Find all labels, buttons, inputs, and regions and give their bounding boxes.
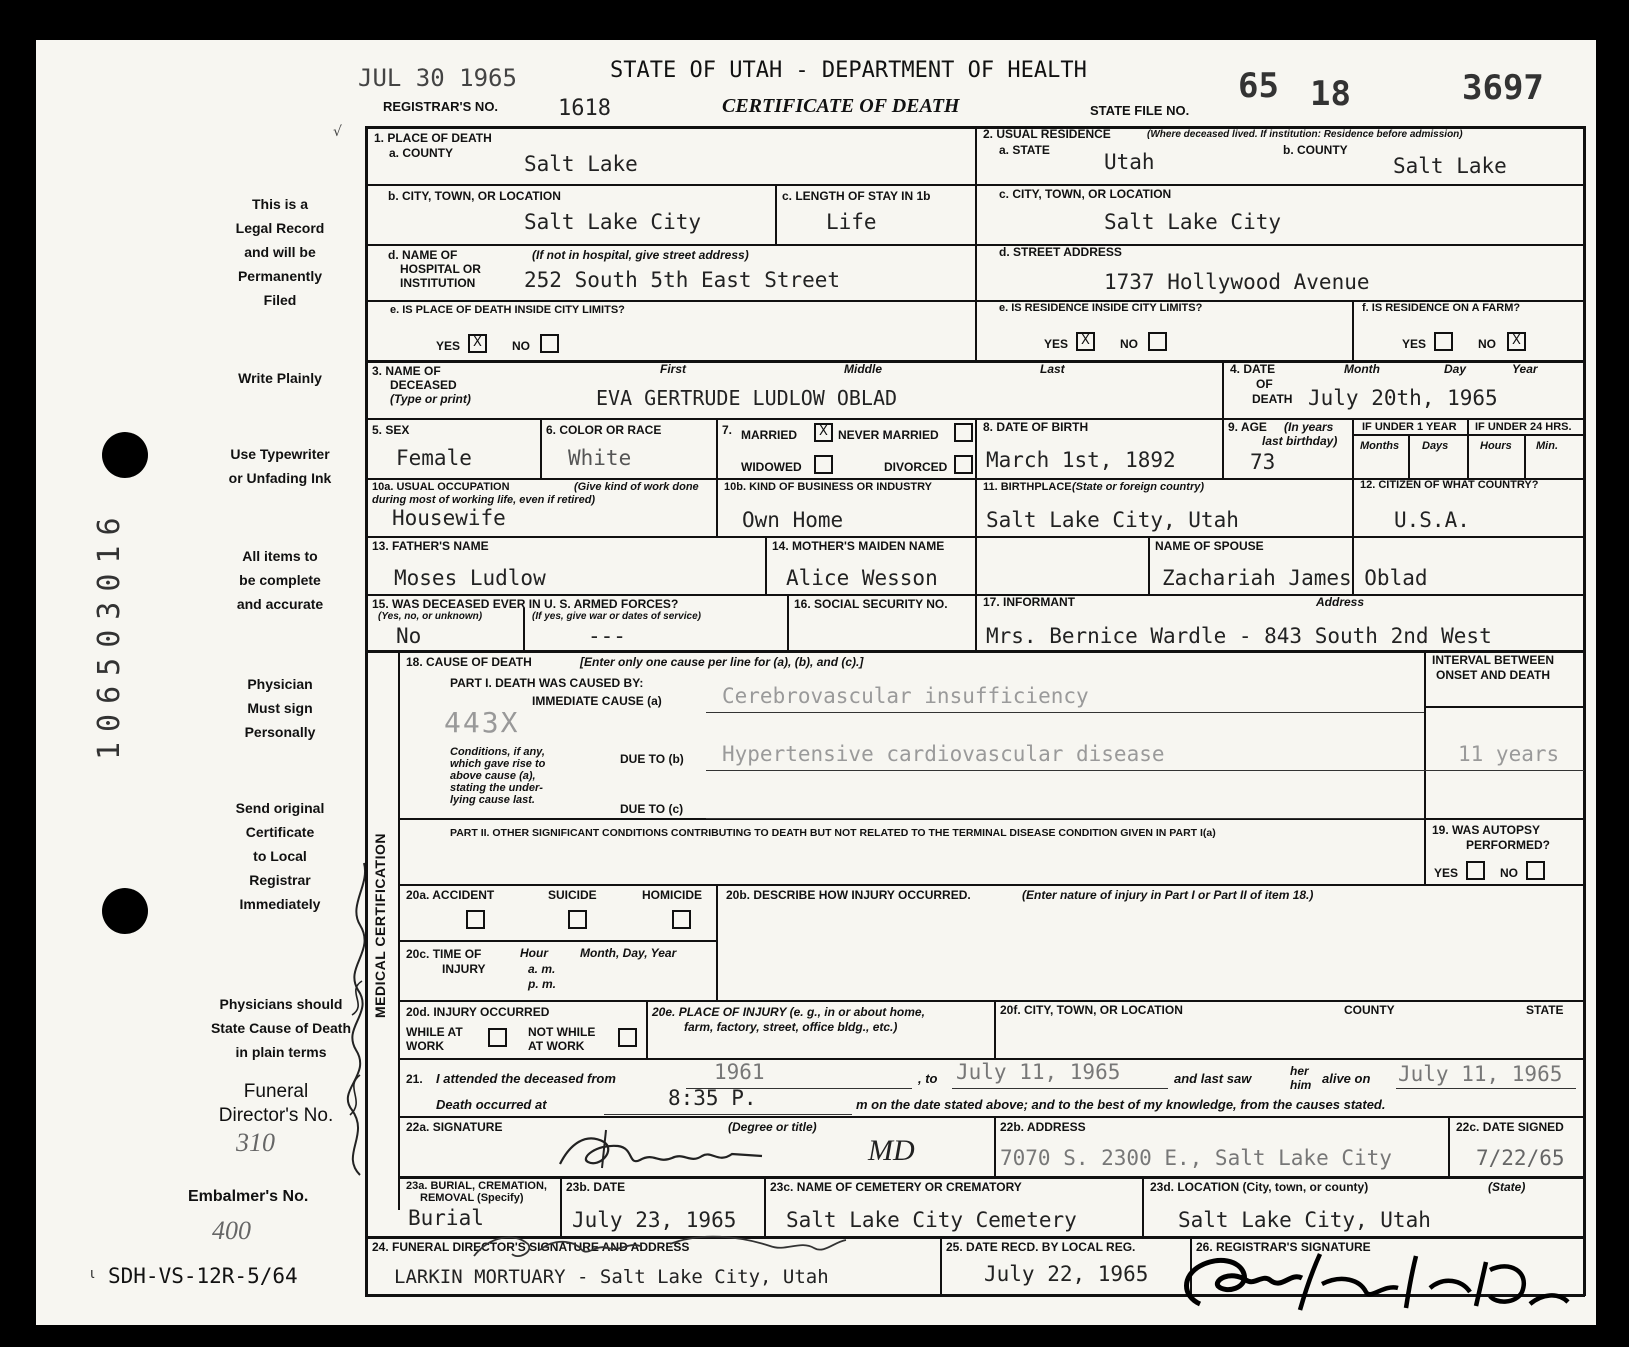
cause-conditions-note: [450, 746, 545, 806]
label-part1: PART I. DEATH WAS CAUSED BY:: [450, 676, 644, 690]
label-place-2: farm, factory, street, office bldg., etc.): [684, 1020, 898, 1034]
label-cause: 18. CAUSE OF DEATH: [406, 655, 532, 669]
label-stay: c. LENGTH OF STAY IN 1b: [782, 189, 931, 203]
physician-address-value: 7070 S. 2300 E., Salt Lake City: [1000, 1146, 1392, 1170]
sidebar-text-line: and accurate: [236, 596, 324, 612]
while-at-work-checkbox[interactable]: [488, 1028, 507, 1047]
physician-degree: MD: [868, 1134, 915, 1167]
sidebar-text-line: be complete: [239, 572, 321, 588]
label-occ-note-1: (Give kind of work done: [574, 481, 699, 493]
label-residence: 2. USUAL RESIDENCE: [983, 127, 1111, 141]
sidebar-physician-note: [190, 672, 370, 744]
label-informant-address: Address: [1316, 595, 1365, 609]
not-while-at-work-checkbox[interactable]: [618, 1028, 637, 1047]
form-id-tick: ι: [90, 1266, 95, 1282]
label-ssn: 16. SOCIAL SECURITY NO.: [794, 597, 948, 611]
label-days: Days: [1422, 440, 1449, 452]
place-yes-label: YES: [436, 339, 461, 353]
punch-hole-bottom: [102, 888, 148, 934]
place-inside-yes-checkbox[interactable]: X: [468, 334, 487, 353]
date-recd-value: July 22, 1965: [984, 1262, 1149, 1286]
autopsy-no-checkbox[interactable]: [1526, 861, 1545, 880]
label-name-2: DECEASED: [390, 378, 457, 392]
label-min: Min.: [1536, 440, 1558, 452]
sidebar-text-line: Must sign: [247, 700, 313, 716]
funeral-director-signature: [470, 1226, 870, 1270]
label-married: MARRIED: [741, 428, 797, 442]
state-file-code: 18: [1310, 74, 1351, 114]
sidebar-text-line: Filed: [263, 292, 297, 308]
sidebar-text-line: State Cause of Death: [210, 1020, 352, 1036]
label-21: 21.: [406, 1072, 423, 1086]
attended-from-value: 1961: [714, 1060, 765, 1084]
due-b-value: Hypertensive cardiovascular disease: [722, 742, 1165, 766]
label-due-c: DUE TO (c): [620, 802, 684, 816]
label-time-1: 20c. TIME OF: [406, 947, 482, 961]
burial-location-value: Salt Lake City, Utah: [1178, 1208, 1431, 1232]
label-m-statement: m on the date stated above; and to the best of my knowledge, from the causes stated.: [856, 1097, 1386, 1112]
married-checkbox[interactable]: X: [814, 423, 833, 442]
sidebar-text-line: Personally: [244, 724, 316, 740]
label-hour: Hour: [520, 946, 548, 960]
label-forces-note-2: (If yes, give war or dates of service): [532, 611, 701, 622]
label-last: Last: [1040, 362, 1065, 376]
label-pm: p. m.: [528, 977, 557, 991]
label-date-signed: 22c. DATE SIGNED: [1456, 1120, 1564, 1134]
label-cause-note: [Enter only one cause per line for (a), (b), and (c).]: [580, 655, 864, 669]
label-date-2: OF: [1256, 377, 1273, 391]
business-value: Own Home: [742, 508, 844, 532]
label-street: d. STREET ADDRESS: [999, 245, 1122, 259]
label-interval-1: INTERVAL BETWEEN: [1432, 653, 1555, 667]
divorced-checkbox[interactable]: [954, 455, 973, 474]
label-accident: 20a. ACCIDENT: [406, 888, 495, 902]
label-under-year: IF UNDER 1 YEAR: [1362, 421, 1457, 433]
date-of-death-value: July 20th, 1965: [1308, 386, 1498, 410]
label-autopsy-1: 19. WAS AUTOPSY: [1432, 823, 1541, 837]
label-date-recd: 25. DATE RECD. BY LOCAL REG.: [946, 1240, 1136, 1254]
label-while-2: WORK: [406, 1039, 444, 1053]
label-res-inside: e. IS RESIDENCE INSIDE CITY LIMITS?: [999, 302, 1203, 314]
state-file-label: STATE FILE NO.: [1090, 103, 1190, 118]
attended-to-value: July 11, 1965: [956, 1060, 1121, 1084]
label-sex: 5. SEX: [372, 423, 410, 437]
sidebar-text-line: Certificate: [245, 824, 315, 840]
label-day: Day: [1444, 362, 1467, 376]
father-value: Moses Ludlow: [394, 566, 546, 590]
label-months: Months: [1360, 440, 1400, 452]
label-inside-city: e. IS PLACE OF DEATH INSIDE CITY LIMITS?: [390, 304, 625, 316]
place-city-value: Salt Lake City: [524, 210, 702, 234]
label-under-day: IF UNDER 24 HRS.: [1475, 421, 1572, 433]
label-physician-address: 22b. ADDRESS: [1000, 1120, 1086, 1134]
age-value: 73: [1250, 450, 1276, 474]
label-residence-note: (Where deceased lived. If institution: Residence before admission): [1147, 129, 1463, 140]
res-yes-label: YES: [1044, 337, 1069, 351]
label-res-county: b. COUNTY: [1283, 143, 1348, 157]
medical-certification-vertical-label: MEDICAL CERTIFICATION: [372, 833, 388, 1018]
label-res-state: a. STATE: [999, 143, 1050, 157]
label-suicide: SUICIDE: [548, 888, 597, 902]
birth-date-value: March 1st, 1892: [986, 448, 1176, 472]
label-hospital-1: d. NAME OF: [388, 248, 458, 262]
death-time-value: 8:35 P.: [668, 1086, 757, 1110]
race-value: White: [568, 446, 632, 470]
label-cemetery: 23c. NAME OF CEMETERY OR CREMATORY: [770, 1180, 1022, 1194]
sidebar-text-line: All items to: [242, 548, 318, 564]
residence-state-value: Utah: [1104, 150, 1155, 174]
label-signature: 22a. SIGNATURE: [406, 1120, 503, 1134]
state-file-year: 65: [1238, 66, 1279, 106]
label-injury-occurred: 20d. INJURY OCCURRED: [406, 1005, 550, 1019]
cause-note-line: Conditions, if any,: [450, 746, 545, 758]
label-injury-county: COUNTY: [1344, 1003, 1395, 1017]
sidebar-text-line: or Unfading Ink: [228, 470, 332, 486]
autopsy-yes-checkbox[interactable]: [1466, 861, 1485, 880]
registrar-signature: [1170, 1244, 1590, 1314]
label-race: 6. COLOR OR RACE: [546, 423, 662, 437]
state-dept-title: STATE OF UTAH - DEPARTMENT OF HEALTH: [610, 58, 1087, 83]
label-homicide: HOMICIDE: [642, 888, 702, 902]
spouse-value: Zachariah James Oblad: [1162, 566, 1428, 590]
sidebar-text-line: Physicians should: [219, 996, 343, 1012]
label-notwhile-2: AT WORK: [528, 1039, 585, 1053]
farm-yes-checkbox[interactable]: [1434, 332, 1453, 351]
label-funeral-director: 24. FUNERAL DIRECTOR'S SIGNATURE AND ADDRESS: [372, 1240, 690, 1254]
place-no-label: NO: [512, 339, 530, 353]
label-part2: PART II. OTHER SIGNIFICANT CONDITIONS CONTRIBUTING TO DEATH BUT NOT RELATED TO THE TERMINAL DISEASE CONDITION GIVEN IN PART I(a): [450, 827, 1216, 839]
label-birthplace: 11. BIRTHPLACE: [983, 481, 1072, 493]
label-death-occurred: Death occurred at: [436, 1097, 547, 1112]
res-no-label: NO: [1120, 337, 1138, 351]
cause-code: 443X: [444, 706, 520, 739]
sidebar-text-line: Permanently: [237, 268, 323, 284]
label-birth: 8. DATE OF BIRTH: [983, 420, 1089, 434]
label-hospital-3: INSTITUTION: [400, 276, 476, 290]
label-citizen: 12. CITIZEN OF WHAT COUNTRY?: [1360, 479, 1539, 491]
received-stamp-date: JUL 30 1965: [358, 64, 517, 92]
farm-no-label: NO: [1478, 337, 1496, 351]
embalmer-number: 400: [212, 1216, 251, 1245]
label-widowed: WIDOWED: [741, 460, 802, 474]
label-age: 9. AGE: [1228, 420, 1267, 434]
form-identifier: SDH-VS-12R-5/64: [108, 1264, 298, 1288]
residence-street-value: 1737 Hollywood Avenue: [1104, 270, 1370, 294]
place-inside-no-checkbox[interactable]: [540, 334, 559, 353]
label-place-1: 20e. PLACE OF INJURY (e. g., in or about home,: [652, 1005, 925, 1019]
label-burial-date: 23b. DATE: [566, 1180, 626, 1194]
label-last-saw: and last saw: [1174, 1071, 1252, 1086]
registrar-number: 1618: [558, 96, 611, 121]
label-her: her: [1290, 1064, 1309, 1078]
interval-b-value: 11 years: [1458, 742, 1560, 766]
label-burial-2: REMOVAL (Specify): [420, 1192, 524, 1204]
label-res-city: c. CITY, TOWN, OR LOCATION: [999, 187, 1172, 201]
funeral-director-number: 310: [236, 1128, 275, 1157]
label-city: b. CITY, TOWN, OR LOCATION: [388, 189, 561, 203]
sidebar-typewriter-note: [190, 442, 370, 490]
label-forces: 15. WAS DECEASED EVER IN U. S. ARMED FORCES?: [372, 597, 679, 611]
punch-hole-top: [102, 432, 148, 478]
label-mother: 14. MOTHER'S MAIDEN NAME: [772, 539, 945, 553]
label-divorced: DIVORCED: [884, 460, 948, 474]
homicide-checkbox[interactable]: [672, 910, 691, 929]
label-him: him: [1290, 1078, 1312, 1092]
label-burial-1: 23a. BURIAL, CREMATION,: [406, 1180, 547, 1192]
sidebar-text-line: Send original: [235, 800, 325, 816]
farm-yes-label: YES: [1402, 337, 1427, 351]
label-attended: I attended the deceased from: [436, 1071, 616, 1086]
label-alive-on: alive on: [1322, 1071, 1371, 1086]
label-county: a. COUNTY: [389, 146, 454, 160]
sidebar-write-plainly: Write Plainly: [238, 370, 322, 386]
autopsy-no-label: NO: [1500, 866, 1518, 880]
label-interval-2: ONSET AND DEATH: [1436, 668, 1550, 682]
label-due-b: DUE TO (b): [620, 752, 684, 766]
cause-note-line: which gave rise to: [450, 758, 546, 770]
vertical-certificate-number: 106503016: [92, 507, 127, 760]
label-injury-city: 20f. CITY, TOWN, OR LOCATION: [1000, 1003, 1183, 1017]
sidebar-text-line: This is a: [251, 196, 309, 212]
residence-inside-no-checkbox[interactable]: [1148, 332, 1167, 351]
registrar-label: REGISTRAR'S NO.: [383, 99, 499, 114]
label-business: 10b. KIND OF BUSINESS OR INDUSTRY: [724, 481, 933, 493]
sidebar-text-line: in plain terms: [235, 1044, 327, 1060]
state-file-number: 3697: [1462, 68, 1544, 108]
label-birthplace-note: (State or foreign country): [1072, 481, 1205, 493]
suicide-checkbox[interactable]: [568, 910, 587, 929]
label-hours: Hours: [1480, 440, 1512, 452]
label-month: Month: [1344, 362, 1380, 376]
sidebar-text-line: Registrar: [249, 872, 311, 888]
widowed-checkbox[interactable]: [814, 455, 833, 474]
cemetery-value: Salt Lake City Cemetery: [786, 1208, 1077, 1232]
mother-value: Alice Wesson: [786, 566, 938, 590]
residence-inside-yes-checkbox[interactable]: X: [1076, 332, 1095, 351]
stay-value: Life: [826, 210, 877, 234]
cause-note-line: above cause (a),: [450, 770, 536, 782]
never-married-checkbox[interactable]: [954, 423, 973, 442]
immediate-cause-value: Cerebrovascular insufficiency: [722, 684, 1089, 708]
sidebar-text-line: Immediately: [239, 896, 321, 912]
cause-note-line: stating the under-: [450, 782, 543, 794]
label-notwhile-1: NOT WHILE: [528, 1025, 596, 1039]
label-name-1: 3. NAME OF: [372, 364, 441, 378]
sidebar-text-line: Use Typewriter: [230, 446, 330, 462]
label-age-note-2: last birthday): [1262, 434, 1338, 448]
label-registrar-signature: 26. REGISTRAR'S SIGNATURE: [1196, 1240, 1371, 1254]
label-burial-state: (State): [1488, 1180, 1526, 1194]
label-year: Year: [1512, 362, 1538, 376]
mortuary-value: LARKIN MORTUARY - Salt Lake City, Utah: [394, 1266, 829, 1288]
label-informant: 17. INFORMANT: [983, 595, 1076, 609]
label-injury-state: STATE: [1526, 1003, 1564, 1017]
residence-county-value: Salt Lake: [1393, 154, 1507, 178]
place-county-value: Salt Lake: [524, 152, 638, 176]
sex-value: Female: [396, 446, 472, 470]
sidebar-text-line: and will be: [244, 244, 316, 260]
tick-mark: √: [333, 124, 342, 140]
cause-note-line: lying cause last.: [450, 794, 535, 806]
label-degree: (Degree or title): [728, 1120, 817, 1134]
burial-method-value: Burial: [408, 1206, 484, 1230]
label-describe: 20b. DESCRIBE HOW INJURY OCCURRED.: [726, 888, 971, 902]
forces-service-value: ---: [588, 624, 626, 648]
embalmer-label: Embalmer's No.: [188, 1188, 309, 1205]
label-date-1: 4. DATE: [1230, 362, 1276, 376]
label-hospital-2: HOSPITAL OR: [400, 262, 481, 276]
citizen-value: U.S.A.: [1394, 508, 1470, 532]
label-while-1: WHILE AT: [406, 1025, 463, 1039]
label-forces-note: (Yes, no, or unknown): [378, 611, 483, 622]
birthplace-value: Salt Lake City, Utah: [986, 508, 1239, 532]
accident-checkbox[interactable]: [466, 910, 485, 929]
label-spouse: NAME OF SPOUSE: [1155, 539, 1264, 553]
informant-value: Mrs. Bernice Wardle - 843 South 2nd West: [986, 624, 1492, 648]
sidebar-text-line: Funeral: [243, 1081, 309, 1102]
certificate-title: CERTIFICATE OF DEATH: [722, 95, 960, 117]
deceased-name-value: EVA GERTRUDE LUDLOW OBLAD: [596, 386, 898, 410]
label-age-note-1: (In years: [1284, 420, 1334, 434]
label-occ-note-2: during most of working life, even if retired): [372, 494, 596, 506]
label-to: , to: [918, 1071, 938, 1086]
sidebar-text-line: Physician: [247, 676, 313, 692]
hospital-value: 252 South 5th East Street: [524, 268, 841, 292]
sidebar-items-note: [190, 544, 370, 616]
sidebar-text-line: Legal Record: [235, 220, 325, 236]
label-immediate: IMMEDIATE CAUSE (a): [532, 694, 662, 708]
sidebar-text-line: Director's No.: [218, 1105, 334, 1126]
label-describe-note: (Enter nature of injury in Part I or Part II of item 18.): [1022, 888, 1314, 902]
sidebar-legal-note: [190, 192, 370, 312]
forces-value: No: [396, 624, 422, 648]
date-signed-value: 7/22/65: [1476, 1146, 1565, 1170]
label-never-married: NEVER MARRIED: [838, 428, 939, 442]
label-am: a. m.: [528, 962, 556, 976]
label-hospital-note: (If not in hospital, give street address): [532, 248, 749, 262]
farm-no-checkbox[interactable]: X: [1507, 332, 1526, 351]
label-occupation: 10a. USUAL OCCUPATION: [372, 481, 510, 493]
label-date-3: DEATH: [1252, 392, 1293, 406]
burial-date-value: July 23, 1965: [572, 1208, 737, 1232]
label-7: 7.: [722, 423, 733, 437]
label-mdy: Month, Day, Year: [580, 946, 677, 960]
label-farm: f. IS RESIDENCE ON A FARM?: [1362, 302, 1521, 314]
occupation-value: Housewife: [392, 506, 506, 530]
label-place-of-death: 1. PLACE OF DEATH: [374, 131, 492, 145]
label-middle: Middle: [844, 362, 882, 376]
sidebar-text-line: to Local: [253, 848, 307, 864]
alive-on-value: July 11, 1965: [1398, 1062, 1563, 1086]
label-father: 13. FATHER'S NAME: [372, 539, 489, 553]
label-time-2: INJURY: [442, 962, 486, 976]
autopsy-yes-label: YES: [1434, 866, 1459, 880]
label-burial-location: 23d. LOCATION (City, town, or county): [1150, 1180, 1369, 1194]
label-name-3: (Type or print): [390, 392, 471, 406]
residence-city-value: Salt Lake City: [1104, 210, 1282, 234]
label-autopsy-2: PERFORMED?: [1466, 838, 1550, 852]
label-first: First: [660, 362, 687, 376]
